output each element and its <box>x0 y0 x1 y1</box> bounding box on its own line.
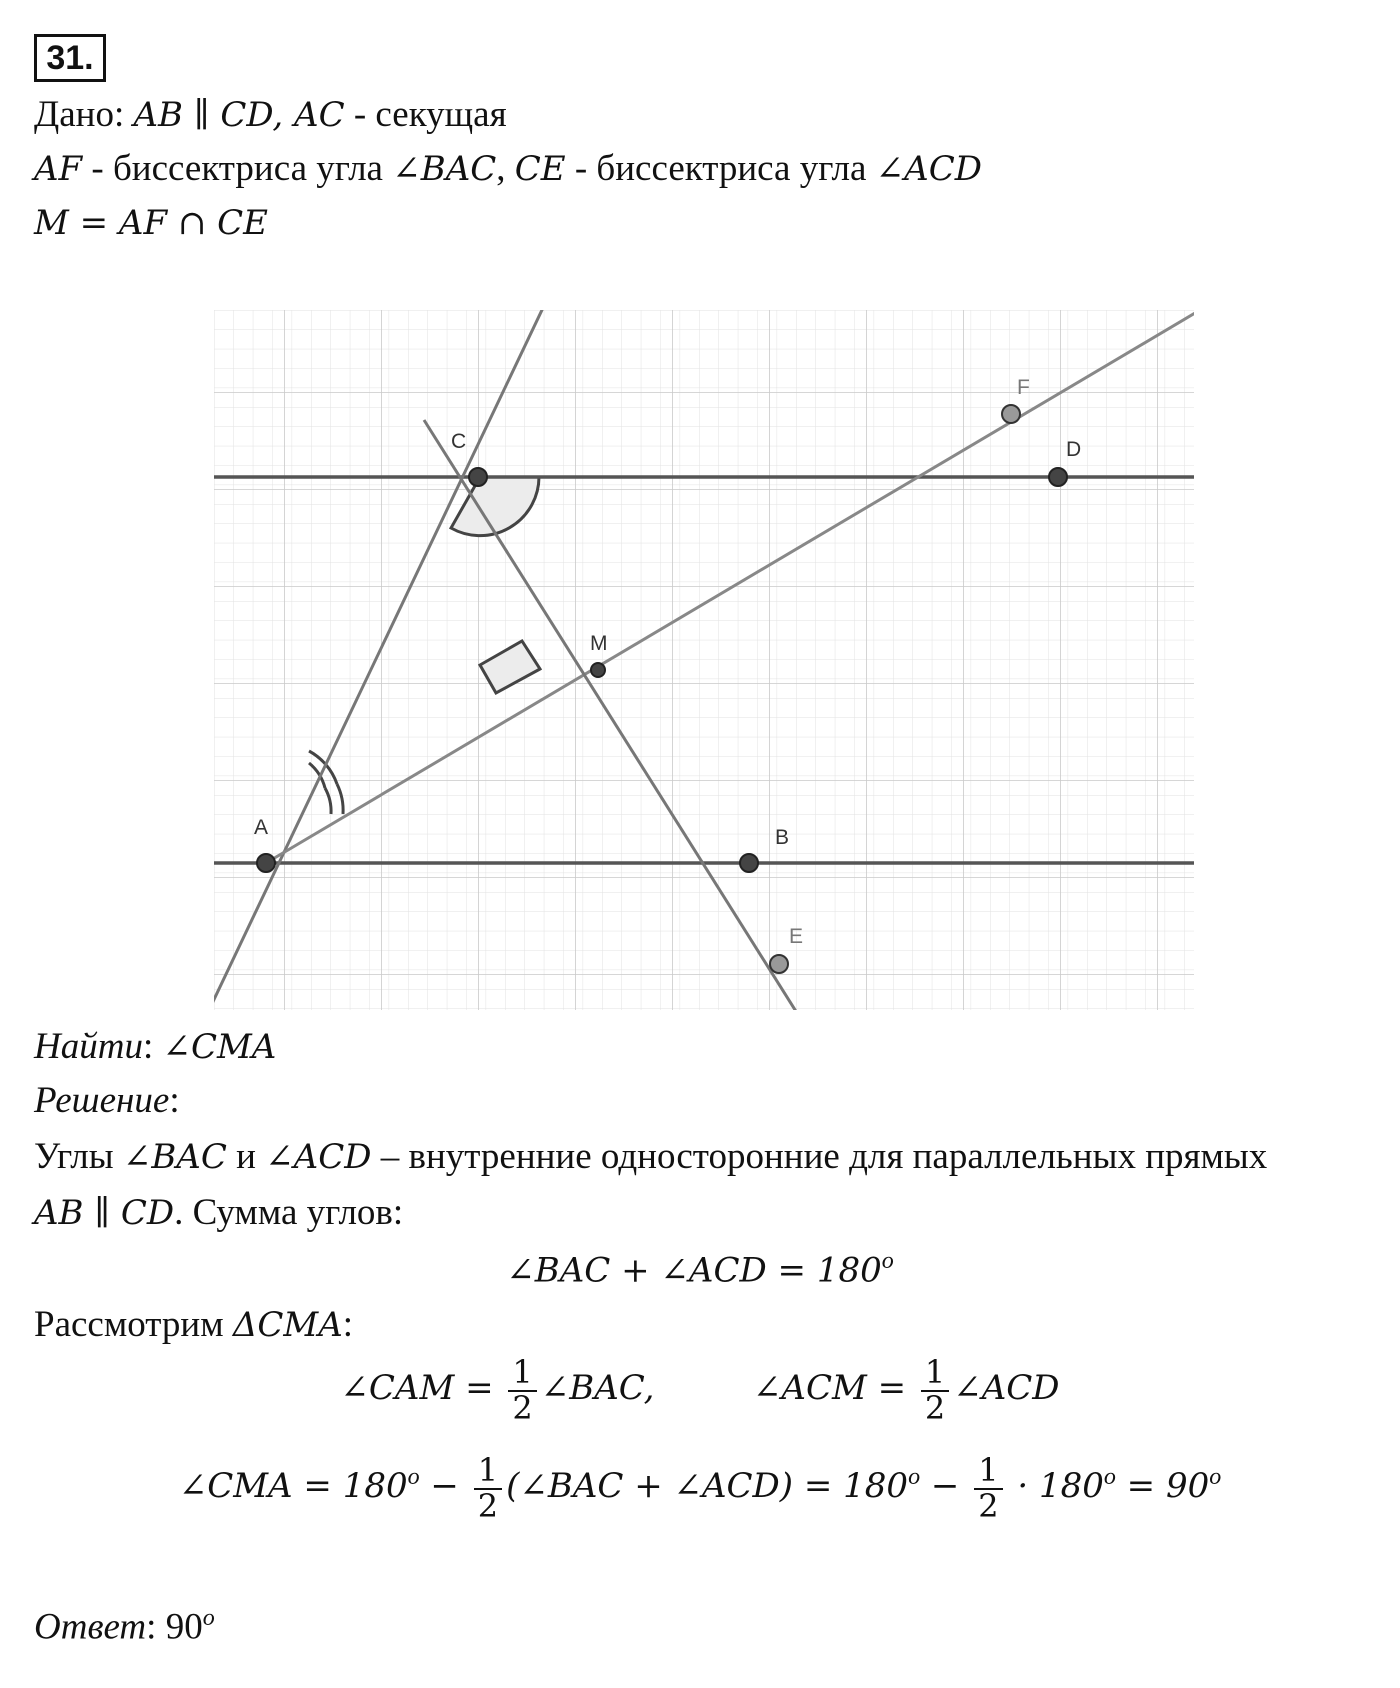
math-bac: ∠BAC <box>392 149 497 189</box>
find-colon: : <box>142 1026 154 1067</box>
eq3-c: (∠BAC + ∠ACD) = 180 <box>506 1466 909 1507</box>
p1-text-and: и <box>226 1136 266 1177</box>
equation-result: ∠CMA = $180^o$ − $\frac{1}{2}$ (∠BAC + ∠ACD) = $180^o$ − $\frac{1}{2}$ · $180^o = 90^o$ <box>178 1451 1222 1525</box>
text-bisector: - биссектриса угла <box>82 148 393 189</box>
p1-math-bac: ∠BAC <box>122 1137 227 1177</box>
solution-label: Решение <box>34 1080 170 1121</box>
eq3-e: · 180 <box>1006 1466 1104 1507</box>
p1-text-a: Углы <box>34 1136 123 1177</box>
label-a: A <box>254 816 269 839</box>
label-d: D <box>1066 438 1082 461</box>
solution-p2 <box>34 1194 403 1231</box>
solution-colon: : <box>169 1080 180 1121</box>
geometry-figure <box>214 310 1194 1010</box>
consider-text: Рассмотрим <box>34 1304 233 1345</box>
find-line <box>34 1028 276 1065</box>
answer-label: Ответ <box>34 1606 147 1648</box>
eq3-minus-2: − <box>920 1466 971 1507</box>
math-ce: CE <box>514 149 566 189</box>
eq2-bac: ∠BAC, <box>540 1368 655 1409</box>
answer-deg: o <box>202 1605 215 1631</box>
p1-text-e: – внутренние односторонние для параллельных прямых <box>371 1136 1268 1177</box>
answer-line <box>34 1605 215 1648</box>
half-fraction-1: $\frac{1}{2}$ <box>508 1356 536 1425</box>
p2-math: AB ∥ CD <box>34 1193 175 1233</box>
problem-number: 31. <box>34 34 106 82</box>
equation-sum <box>0 1248 1400 1291</box>
eq2-acm: ∠ACM = <box>752 1368 917 1409</box>
solution-heading <box>34 1082 180 1119</box>
point-f <box>1002 405 1020 423</box>
label-f: F <box>1017 376 1030 399</box>
eq2-cam: ∠CAM = <box>340 1368 505 1409</box>
equation-halves <box>0 1353 1400 1427</box>
math-acd: ∠ACD <box>875 149 982 189</box>
given-intersection: M = AF ∩ CE <box>34 203 268 243</box>
point-c <box>469 468 487 486</box>
solution-p1 <box>34 1138 1267 1175</box>
p2-text: . Сумма углов: <box>174 1192 404 1233</box>
consider-line <box>34 1306 353 1343</box>
label-b: B <box>775 826 790 849</box>
answer-value: 90 <box>165 1606 203 1648</box>
eq3-a: ∠CMA = 180 <box>178 1466 408 1507</box>
math-af: AF <box>34 149 83 189</box>
point-d <box>1049 468 1067 486</box>
eq1-main: ∠BAC + ∠ACD = 180 <box>506 1250 882 1291</box>
label-c: C <box>451 430 467 453</box>
grid-major <box>214 310 1194 1010</box>
given-secant-text: - секущая <box>344 94 507 135</box>
answer-colon: : <box>146 1606 157 1648</box>
given-line-2 <box>34 150 982 187</box>
label-m: M <box>590 632 608 655</box>
point-a <box>257 854 275 872</box>
half-fraction-3: $\frac{1}{2}$ <box>474 1454 502 1523</box>
find-value: ∠CMA <box>162 1027 277 1067</box>
text-comma: , <box>496 148 515 189</box>
find-label: Найти <box>34 1026 143 1067</box>
half-fraction-2: $\frac{1}{2}$ <box>921 1356 949 1425</box>
eq3-minus-1: − <box>419 1466 470 1507</box>
label-e: E <box>789 925 804 948</box>
point-e <box>770 955 788 973</box>
point-b <box>740 854 758 872</box>
given-label: Дано: <box>34 94 125 135</box>
eq1-deg: o <box>881 1248 894 1274</box>
consider-triangle: ΔCMA <box>232 1305 343 1345</box>
consider-colon: : <box>342 1304 354 1345</box>
point-m <box>591 663 605 677</box>
half-fraction-4: $\frac{1}{2}$ <box>974 1454 1002 1523</box>
given-line-1 <box>34 96 507 133</box>
p1-math-acd: ∠ACD <box>265 1137 372 1177</box>
given-parallel: AB ∥ CD, AC <box>133 95 345 135</box>
text-bisector-2: - биссектриса угла <box>565 148 876 189</box>
eq3-f: = 90 <box>1115 1466 1210 1507</box>
eq2-acd: ∠ACD <box>953 1368 1060 1409</box>
given-line-3 <box>34 204 268 241</box>
